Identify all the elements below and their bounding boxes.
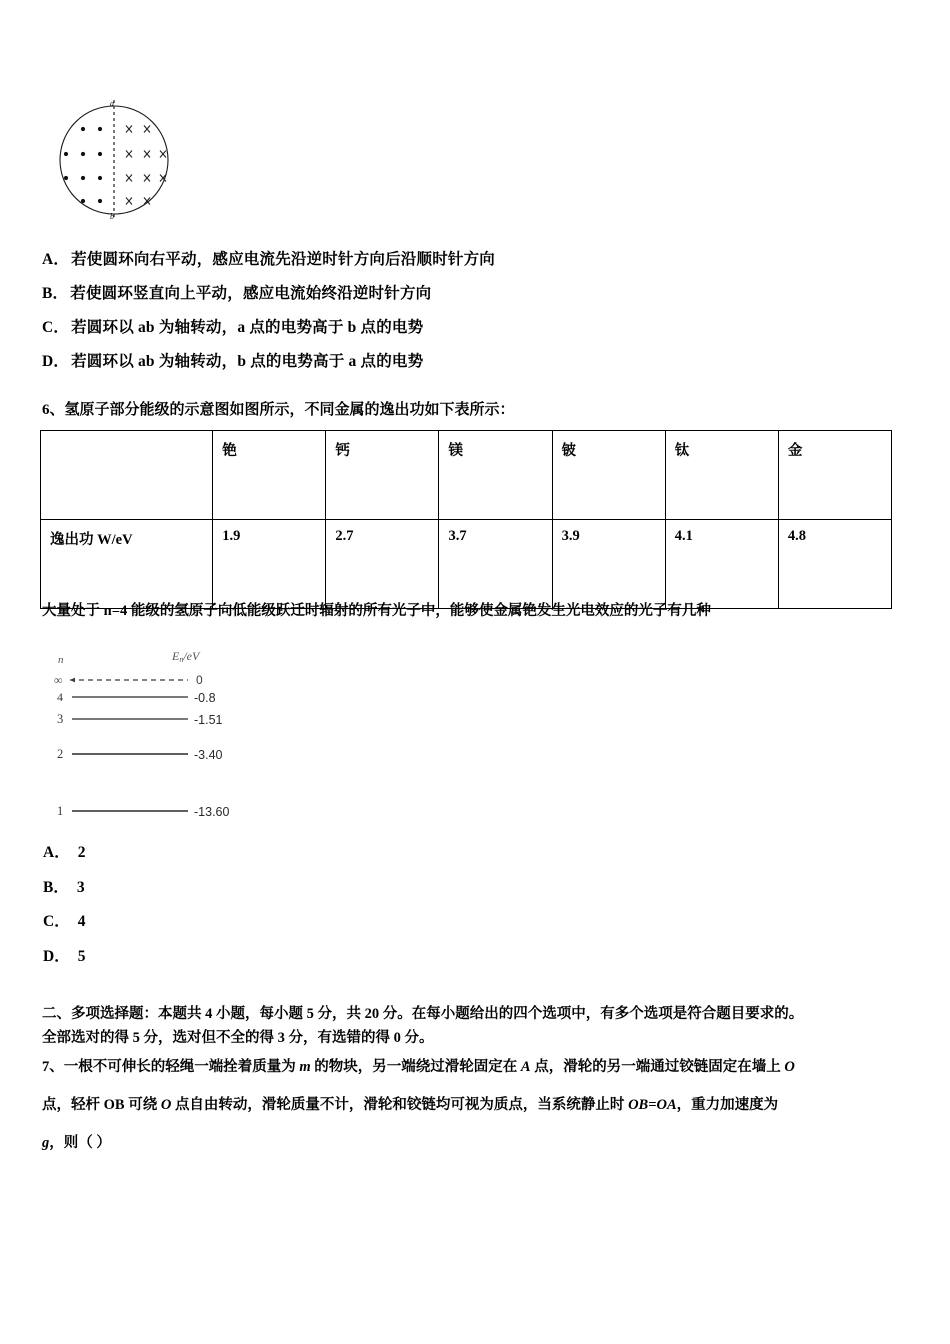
level-label-1: 1 <box>57 804 64 818</box>
answer-row-a[interactable] <box>43 845 343 861</box>
ring-label-b: b <box>110 212 114 220</box>
table-cell-value-1: 2.7 <box>326 520 439 609</box>
table-cell-value-2: 3.7 <box>439 520 552 609</box>
section-heading-line1: 二、多项选择题：本题共 4 小题，每小题 5 分，共 20 分。在每小题给出的四个选项中，有多个选项是符合题目要求的。 <box>42 1006 804 1022</box>
level-label-inf: ∞ <box>54 673 63 687</box>
table-row <box>41 520 892 609</box>
level-label-3: 3 <box>57 712 64 726</box>
q7-l3-part-b: ，则（ ） <box>49 1135 111 1151</box>
option-row-d[interactable] <box>42 354 912 370</box>
q7-var-m: m <box>299 1059 311 1075</box>
table-header-row <box>41 431 892 520</box>
question7-line2 <box>42 1086 932 1124</box>
table-header-cell-2: 钙 <box>326 431 439 520</box>
q7-l2-part-b: 点自由转动，滑轮质量不计，滑轮和铰链均可视为质点，当系统静止时 <box>171 1097 629 1113</box>
answer-text-d: 5 <box>77 947 86 965</box>
q7-var-o2: O <box>160 1097 172 1113</box>
q7-l1-part-b: 的物块，另一端绕过滑轮固定在 <box>310 1059 521 1075</box>
section-heading-line2: 全部选对的得 5 分，选对但不全的得 3 分，有选错的得 0 分。 <box>42 1029 434 1046</box>
q7-l1-part-a: 7、一根不可伸长的轻绳一端拴着质量为 <box>42 1059 300 1075</box>
work-function-table <box>40 430 892 609</box>
option-label-b: B． <box>42 285 69 302</box>
option-text-b: 若使圆环竖直向上平动，感应电流始终沿逆时针方向 <box>70 285 432 302</box>
option-row-a[interactable] <box>42 252 912 268</box>
question5-options <box>42 252 912 388</box>
answer-row-b[interactable] <box>43 880 343 896</box>
q7-var-ob-oa: OB=OA <box>628 1097 677 1113</box>
table-header-cell-5: 钛 <box>665 431 778 520</box>
answer-text-a: 2 <box>77 844 86 861</box>
option-text-d: 若圆环以 ab 为轴转动，b 点的电势高于 a 点的电势 <box>71 353 424 370</box>
answer-row-d[interactable] <box>43 949 343 965</box>
level-arrow-inf <box>70 678 75 683</box>
table-row-label: 逸出功 W/eV <box>41 520 213 609</box>
option-label-d: D． <box>42 353 70 370</box>
q7-var-a: A <box>520 1059 531 1075</box>
answer-row-c[interactable] <box>43 914 343 930</box>
question6-stem: 6、氢原子部分能级的示意图如图所示，不同金属的逸出功如下表所示： <box>42 402 515 418</box>
level-label-4: 4 <box>57 690 63 704</box>
table-header-cell-0 <box>41 431 213 520</box>
q7-var-o: O <box>784 1059 795 1075</box>
question6-options <box>43 845 343 983</box>
option-label-c: C． <box>42 319 70 336</box>
level-label-2: 2 <box>57 747 64 761</box>
answer-label-c: C． <box>43 913 70 930</box>
field-crosses-into-page <box>126 126 166 205</box>
question6-sub-stem: 大量处于 n=4 能级的氢原子向低能级跃迁时辐射的所有光子中，能够使金属铯发生光电效应的光子有几种 <box>42 603 711 619</box>
q7-l2-part-c: ，重力加速度为 <box>676 1097 779 1113</box>
table-cell-value-3: 3.9 <box>552 520 665 609</box>
figure-hydrogen-energy-levels <box>44 648 294 833</box>
answer-text-c: 4 <box>77 913 86 930</box>
option-label-a: A． <box>42 251 70 268</box>
level-value-3: -1.51 <box>194 713 223 727</box>
answer-text-b: 3 <box>76 878 85 896</box>
table-header-cell-3: 镁 <box>439 431 552 520</box>
level-value-1: -13.60 <box>194 805 230 819</box>
question7-line3 <box>42 1124 932 1162</box>
answer-label-b: B． <box>43 878 69 896</box>
answer-label-a: A． <box>43 844 70 861</box>
level-value-inf: 0 <box>196 673 203 687</box>
energy-axis-label-n: n <box>58 654 64 666</box>
level-value-2: -3.40 <box>194 748 223 762</box>
option-text-a: 若使圆环向右平动，感应电流先沿逆时针方向后沿顺时针方向 <box>71 251 495 268</box>
table-cell-value-5: 4.8 <box>778 520 891 609</box>
table-header-cell-4: 铍 <box>552 431 665 520</box>
q7-var-g: g <box>42 1135 50 1151</box>
option-row-b[interactable] <box>42 286 912 302</box>
option-text-c: 若圆环以 ab 为轴转动，a 点的电势高于 b 点的电势 <box>71 319 424 336</box>
section-heading-multiple-choice <box>42 1003 924 1050</box>
table-cell-value-0: 1.9 <box>213 520 326 609</box>
ring-label-a: a <box>110 99 114 108</box>
option-row-c[interactable] <box>42 320 912 336</box>
question7-line1 <box>42 1048 932 1086</box>
energy-axis-label-energy: En/eV <box>172 649 200 664</box>
q7-l2-part-a: 点，轻杆 OB 可绕 <box>42 1097 161 1113</box>
figure-ring-in-magnetic-field <box>52 96 180 220</box>
table-header-cell-6: 金 <box>778 431 891 520</box>
level-value-4: -0.8 <box>194 691 216 705</box>
question7-stem <box>42 1048 932 1162</box>
q7-l1-part-c: 点，滑轮的另一端通过铰链固定在墙上 <box>530 1059 785 1075</box>
table-header-cell-1: 铯 <box>213 431 326 520</box>
table-cell-value-4: 4.1 <box>665 520 778 609</box>
answer-label-d: D． <box>43 947 70 965</box>
